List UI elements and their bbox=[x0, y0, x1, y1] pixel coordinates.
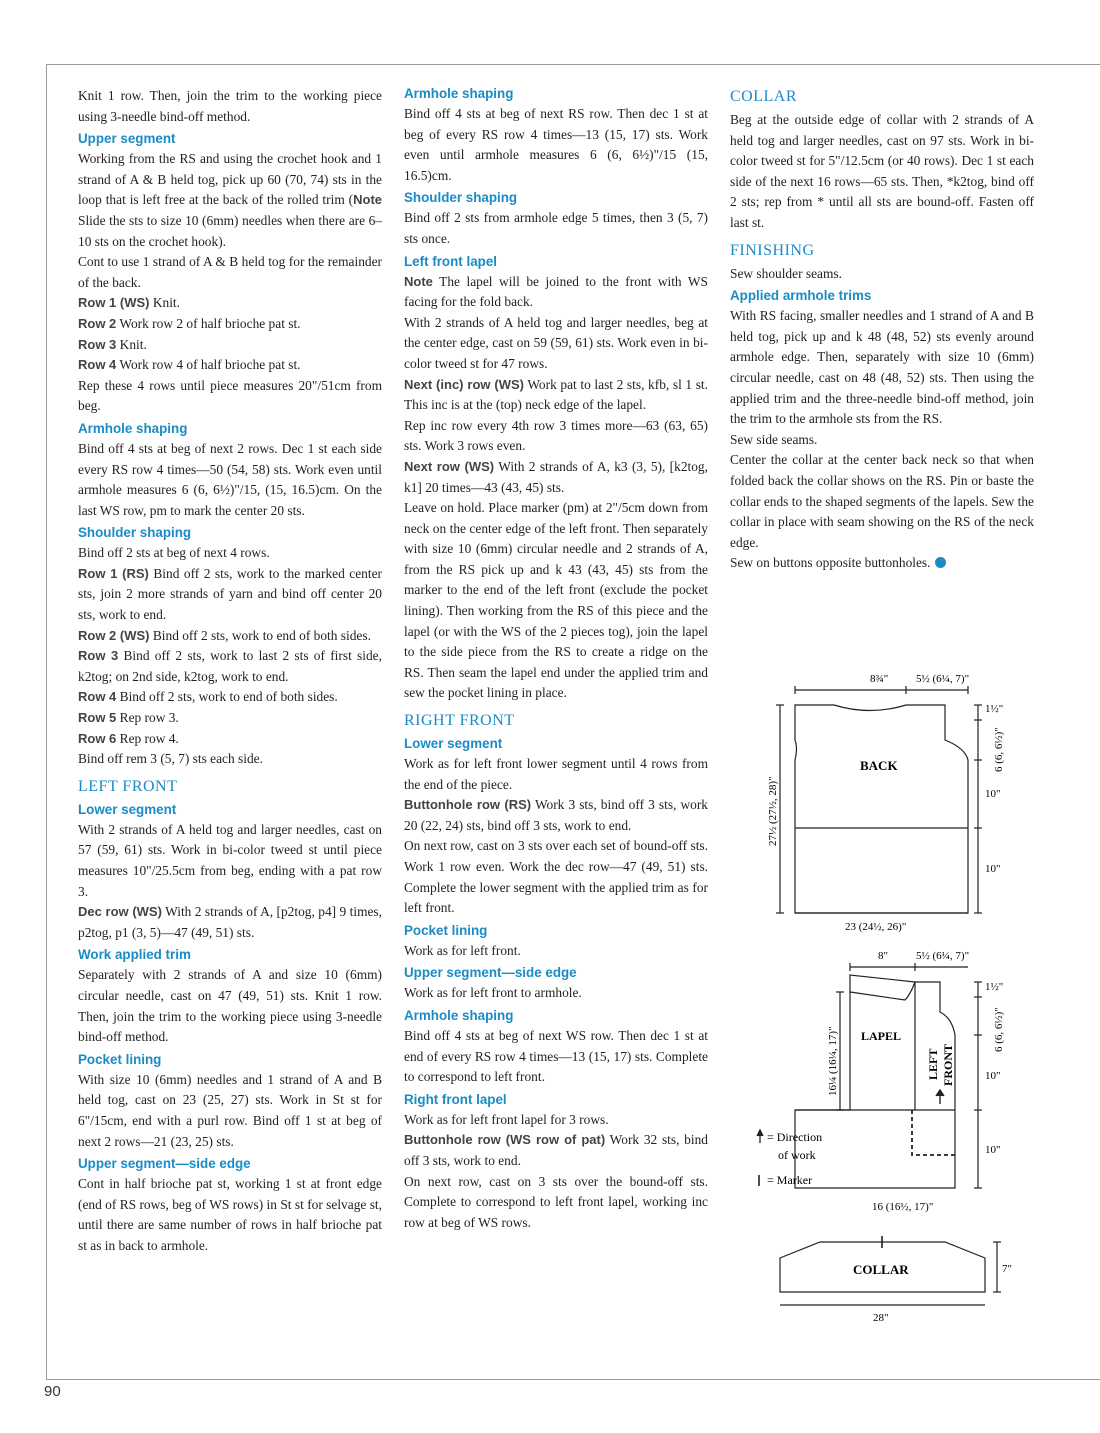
back-dim-right-armhole: 6 (6, 6½)" bbox=[993, 727, 1005, 772]
text: Work 32 sts, bind off 3 sts, work to end. bbox=[404, 1132, 708, 1168]
paragraph: Work as for left front lower segment until 4 rows from the end of the piece. bbox=[404, 756, 708, 792]
paragraph: Rep inc row every 4th row 3 times more—63 (63, 65) sts. Work 3 rows even. bbox=[404, 417, 708, 454]
text: Rep row 3. bbox=[116, 710, 179, 726]
back-dim-top-right: 5½ (6¼, 7)" bbox=[916, 673, 970, 685]
subheading-right-front-lapel: Right front lapel bbox=[404, 1091, 507, 1107]
paragraph: Cont to use 1 strand of A & B held tog for the remainder of the back. bbox=[78, 254, 382, 290]
schematics-diagram bbox=[740, 660, 1060, 1340]
row-instruction bbox=[78, 729, 382, 750]
row-instruction bbox=[78, 626, 382, 647]
back-dim-right-mid: 10" bbox=[985, 788, 1001, 800]
text: Bind off 2 sts, work to the marked center sts, join 2 more strands of yarn and bind off center 20 sts, work to end. bbox=[78, 565, 382, 623]
subheading-work-applied-trim: Work applied trim bbox=[78, 947, 191, 963]
column-3 bbox=[730, 86, 1034, 574]
subheading-upper-segment-side-edge: Upper segment—side edge bbox=[404, 965, 577, 981]
row-lead: Row 6 bbox=[78, 730, 117, 746]
back-dim-right-top: 1½" bbox=[985, 703, 1004, 715]
text: Rep row 4. bbox=[116, 730, 179, 746]
row-lead: Row 2 (WS) bbox=[78, 627, 150, 643]
row-instruction bbox=[78, 687, 382, 708]
subheading-upper-segment: Upper segment bbox=[78, 131, 176, 147]
row-lead: Row 3 bbox=[78, 648, 119, 664]
row-lead: Next row (WS) bbox=[404, 458, 495, 474]
row-instruction bbox=[404, 375, 708, 416]
row-lead: Row 2 bbox=[78, 315, 117, 331]
subheading-lower-segment: Lower segment bbox=[404, 736, 503, 752]
paragraph: Work as for left front to armhole. bbox=[404, 985, 582, 1001]
back-dim-right-low: 10" bbox=[985, 863, 1001, 875]
row-lead: Row 4 bbox=[78, 689, 117, 705]
column-1 bbox=[78, 86, 382, 1257]
section-heading-finishing: FINISHING bbox=[730, 241, 815, 259]
paragraph: On next row, cast on 3 sts over the bound-off sts. Complete to correspond to left front lapel, working inc row at beg of WS rows. bbox=[404, 1173, 708, 1230]
paragraph: Sew side seams. bbox=[730, 431, 818, 447]
front-dim-right-top: 1½" bbox=[985, 981, 1004, 993]
collar-label: COLLAR bbox=[853, 1262, 909, 1277]
paragraph: Bind off 4 sts at beg of next WS row. Then dec 1 st at end of every RS row 4 times—13 (15, 17) sts. Complete to correspond to left front. bbox=[404, 1027, 708, 1085]
paragraph: Bind off 2 sts from armhole edge 5 times, then 3 (5, 7) sts once. bbox=[404, 210, 708, 246]
text: Work row 2 of half brioche pat st. bbox=[116, 315, 301, 331]
front-dim-left-total: 16¼ (16¼, 17)" bbox=[827, 1026, 839, 1096]
legend-direction-2: of work bbox=[778, 1148, 816, 1162]
section-heading-collar: COLLAR bbox=[730, 88, 797, 105]
collar-dim-height: 7" bbox=[1002, 1263, 1012, 1275]
back-dim-top-left: 8¾" bbox=[870, 673, 889, 685]
row-instruction bbox=[404, 457, 708, 498]
back-schematic bbox=[776, 686, 982, 913]
paragraph: With RS facing, smaller needles and 1 strand of A and B held tog, pick up and k 48 (48, 52) sts evenly around armhole edge. Then, separately with size 10 (6mm) circular needle, cast on 48 (48, 52) sts. Then using the applied trim and the three-needle bind-off method, join the trim to the armhole sts from the RS. bbox=[730, 308, 1034, 427]
back-dim-left-total: 27½ (27½, 28)" bbox=[767, 776, 779, 846]
row-instruction bbox=[78, 355, 382, 376]
paragraph: Sew shoulder seams. bbox=[730, 265, 842, 281]
paragraph bbox=[78, 149, 382, 252]
front-dim-right-low: 10" bbox=[985, 1144, 1001, 1156]
paragraph: Beg at the outside edge of collar with 2 strands of A held tog and larger needles, cast on 97 sts. Work in bi-color tweed st for 5"/12.5cm (or 40 rows). Dec 1 st each side of the next 16 rows—65 sts. Then, *k2tog, bind off 2 sts; rep from * until all sts are bound-off. Fasten off last st. bbox=[730, 112, 1034, 230]
subheading-armhole-shaping: Armhole shaping bbox=[78, 420, 188, 436]
text: Knit. bbox=[149, 295, 181, 311]
front-outline bbox=[795, 982, 955, 1188]
paragraph: Bind off 4 sts at beg of next 2 rows. Dec 1 st each side every RS row 4 times—50 (54, 58) sts. Work even until armhole measures 6 (6, 6½)"/15, (15, 16.5)cm. On the last WS row, pm to mark the center 20 sts. bbox=[78, 440, 382, 518]
legend-direction: = Direction bbox=[767, 1130, 823, 1144]
subheading-applied-armhole-trims: Applied armhole trims bbox=[730, 288, 872, 304]
legend-marker: = Marker bbox=[767, 1173, 813, 1187]
paragraph bbox=[730, 553, 1034, 574]
row-instruction bbox=[78, 708, 382, 729]
text: Working from the RS and using the crochet hook and 1 strand of A & B held tog, pick up 60 (70, 74) sts in the loop that is left free at the back of the rolled trim ( bbox=[78, 151, 382, 208]
paragraph: Separately with 2 strands of A and size 10 (6mm) circular needle, cast on 47 (49, 51) sts. Knit 1 row. Then, join the trim to the working piece using 3-needle bind-off method. bbox=[78, 967, 382, 1045]
text: Bind off 2 sts, work to end of both sides. bbox=[116, 689, 338, 705]
paragraph: Rep these 4 rows until piece measures 20"/51cm from beg. bbox=[78, 377, 382, 414]
text: With 2 strands of A, [p2tog, p4] 9 times, p2tog, p1 (3, 5)—47 (49, 51) sts. bbox=[78, 904, 382, 940]
paragraph: Leave on hold. Place marker (pm) at 2"/5cm down from neck on the center edge of the left front. Then separately with size 10 (6mm) circular needle and 2 strands of A, from the RS pick up and k 43 (43, 45) sts from the marker to the end of the left front (exclude the pocket lining). Then working from the RS of this piece and the lapel (or with the WS of the 2 pieces tog), join the lapel to the side piece from the RS to create a ridge on the RS. Then seam the lapel end under the applied trim and sew the pocket lining in place. bbox=[404, 500, 708, 701]
back-label: BACK bbox=[860, 758, 898, 773]
row-instruction bbox=[404, 795, 708, 836]
row-lead: Row 4 bbox=[78, 357, 117, 373]
row-instruction bbox=[78, 564, 382, 626]
text: Sew on buttons opposite buttonholes. bbox=[730, 555, 931, 571]
paragraph: Bind off 2 sts at beg of next 4 rows. bbox=[78, 545, 270, 561]
page-frame-left bbox=[46, 64, 47, 1380]
front-dim-top-right: 5½ (6¼, 7)" bbox=[916, 950, 970, 962]
row-lead: Row 1 (RS) bbox=[78, 565, 149, 581]
row-lead: Row 3 bbox=[78, 336, 117, 352]
note-lead: Note bbox=[353, 192, 382, 208]
paragraph: Cont in half brioche pat st, working 1 st at front edge (end of RS rows, beg of WS rows) in St st for selvage st, until there are same number of rows in half brioche pat st as in back to armhole. bbox=[78, 1176, 382, 1253]
paragraph: Bind off rem 3 (5, 7) sts each side. bbox=[78, 751, 263, 767]
paragraph: On next row, cast on 3 sts over each set of bound-off sts. Work 1 row even. Work the dec row—47 (49, 51) sts. Complete the lower segment with the applied trim as for left front. bbox=[404, 838, 708, 916]
front-label-left: LEFT bbox=[926, 1048, 940, 1080]
legend-arrow-icon bbox=[757, 1130, 763, 1143]
note bbox=[404, 272, 708, 313]
paragraph: Work as for left front. bbox=[404, 942, 521, 958]
paragraph: Center the collar at the center back neck so that when folded back the collar shows on the RS. Pin or baste the collar ends to the shaped segments of the lapels. Sew the collar in place with seam showing on the RS of the neck edge. bbox=[730, 452, 1034, 550]
lapel-label: LAPEL bbox=[861, 1029, 902, 1043]
back-outline bbox=[795, 705, 968, 913]
text: Work pat to last 2 sts, kfb, sl 1 st. This inc is at the (top) neck edge of the lapel. bbox=[404, 376, 708, 413]
back-dim-bottom: 23 (24½, 26)" bbox=[845, 921, 907, 933]
front-dim-top-left: 8" bbox=[878, 950, 888, 962]
collar-dim-width: 28" bbox=[873, 1312, 889, 1324]
row-instruction bbox=[78, 902, 382, 943]
row-lead: Dec row (WS) bbox=[78, 904, 162, 920]
page-number: 90 bbox=[44, 1383, 61, 1400]
subheading-shoulder-shaping: Shoulder shaping bbox=[404, 190, 518, 206]
row-lead: Row 1 (WS) bbox=[78, 295, 150, 311]
page-frame-top bbox=[46, 64, 1100, 65]
paragraph: With size 10 (6mm) needles and 1 strand of A and B held tog, cast on 23 (25, 27) sts. Work in St st for 6"/15cm, end with a purl row. Bind off 1 st at beg of next 2 rows—21 (23, 25) sts. bbox=[78, 1071, 382, 1149]
front-dim-right-armhole: 6 (6, 6½)" bbox=[993, 1007, 1005, 1052]
subheading-left-front-lapel: Left front lapel bbox=[404, 253, 497, 269]
row-lead: Row 5 bbox=[78, 710, 117, 726]
text: Work row 4 of half brioche pat st. bbox=[116, 357, 301, 373]
row-lead: Buttonhole row (RS) bbox=[404, 797, 532, 813]
row-lead: Buttonhole row (WS row of pat) bbox=[404, 1132, 606, 1148]
row-instruction bbox=[78, 646, 382, 687]
row-instruction bbox=[78, 314, 382, 335]
row-lead: Next (inc) row (WS) bbox=[404, 376, 524, 392]
text: Knit. bbox=[116, 336, 147, 352]
subheading-lower-segment: Lower segment bbox=[78, 801, 177, 817]
row-instruction bbox=[78, 293, 382, 314]
subheading-pocket-lining: Pocket lining bbox=[78, 1051, 162, 1067]
note-lead: Note bbox=[404, 273, 433, 289]
paragraph: Work as for left front lapel for 3 rows. bbox=[404, 1111, 609, 1127]
front-dim-bottom: 16 (16½, 17)" bbox=[872, 1201, 934, 1213]
column-2 bbox=[404, 86, 708, 1233]
page-frame-bottom bbox=[46, 1379, 1100, 1380]
section-heading-left-front: LEFT FRONT bbox=[78, 777, 178, 795]
text: Work 3 sts, bind off 3 sts, work 20 (22, 24) sts, bind off 3 sts, work to end. bbox=[404, 797, 708, 833]
subheading-armhole-shaping: Armhole shaping bbox=[404, 86, 514, 101]
text: Bind off 2 sts, work to last 2 sts of first side, k2tog; on 2nd side, k2tog, work to end. bbox=[78, 648, 382, 684]
text: With 2 strands of A, k3 (3, 5), [k2tog, k1] 20 times—43 (43, 45) sts. bbox=[404, 458, 708, 495]
front-inner-edge bbox=[850, 975, 915, 992]
subheading-armhole-shaping: Armhole shaping bbox=[404, 1007, 514, 1023]
front-dim-right-mid: 10" bbox=[985, 1070, 1001, 1082]
subheading-pocket-lining: Pocket lining bbox=[404, 922, 488, 938]
paragraph: Bind off 4 sts at beg of next RS row. Then dec 1 st at beg of every RS row 4 times—13 (15, 17) sts. Work even until armhole measures 6 (6, 6½)"/15 (15, 16.5)cm. bbox=[404, 106, 708, 183]
subheading-shoulder-shaping: Shoulder shaping bbox=[78, 525, 192, 541]
paragraph: Knit 1 row. Then, join the trim to the working piece using 3-needle bind-off method. bbox=[78, 88, 382, 124]
end-dot-icon bbox=[935, 557, 946, 568]
subheading-upper-segment-side-edge: Upper segment—side edge bbox=[78, 1156, 251, 1172]
text: The lapel will be joined to the front with WS facing for the fold back. bbox=[404, 273, 708, 310]
text: Slide the sts to size 10 (6mm) needles when there are 6–10 sts on the crochet hook). bbox=[78, 212, 382, 249]
direction-arrow-icon bbox=[936, 1090, 944, 1104]
row-instruction bbox=[78, 335, 382, 356]
front-label-front: FRONT bbox=[941, 1044, 955, 1086]
paragraph: With 2 strands of A held tog and larger needles, beg at the center edge, cast on 59 (59, 61) sts. Work even in bi-color tweed st for 47 rows. bbox=[404, 314, 708, 371]
text: Bind off 2 sts, work to end of both sides. bbox=[149, 627, 371, 643]
row-instruction bbox=[404, 1130, 708, 1171]
section-heading-right-front: RIGHT FRONT bbox=[404, 712, 515, 730]
paragraph: With 2 strands of A held tog and larger needles, cast on 57 (59, 61) sts. Work in bi-color tweed st until piece measures 10"/25.5cm from beg, ending with a pat row 3. bbox=[78, 821, 382, 899]
pocket-dashed-line bbox=[912, 1110, 955, 1155]
